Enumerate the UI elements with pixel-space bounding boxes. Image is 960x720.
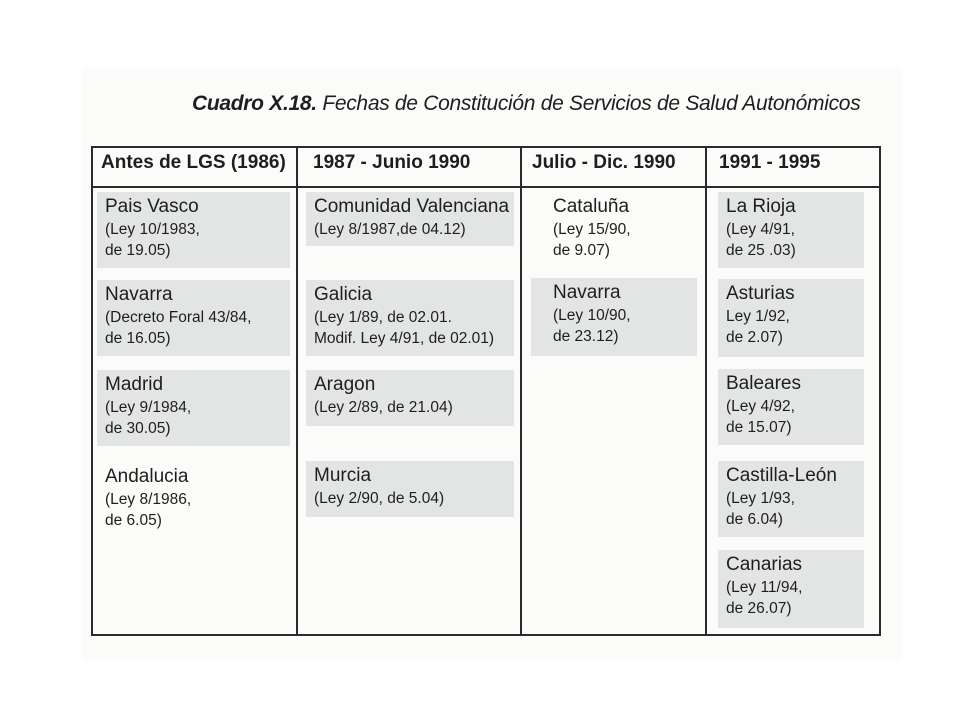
entry-law: (Ley 1/89, de 02.01.: [314, 309, 452, 326]
entry-date: de 26.07): [726, 600, 792, 617]
column-divider-3: [705, 146, 707, 636]
entry-date: de 9.07): [553, 242, 610, 259]
entry-name: Andalucia: [105, 466, 189, 487]
entry-law: (Ley 4/92,: [726, 398, 795, 415]
entry-law: (Ley 1/93,: [726, 490, 795, 507]
entry-castilla-leon: [718, 461, 864, 537]
entry-name: Galicia: [314, 284, 373, 305]
entry-law: (Decreto Foral 43/84,: [105, 309, 252, 326]
entry-name: Comunidad Valenciana: [314, 196, 510, 217]
caption-text: Fechas de Constitución de Servicios de Salud Autonómicos: [322, 92, 861, 115]
entry-law: (Ley 15/90,: [553, 221, 631, 238]
entry-name: Madrid: [105, 374, 164, 395]
entry-andalucia: [97, 462, 290, 538]
entry-law: (Ley 2/89, de 21.04): [314, 399, 453, 416]
entry-modification: Modif. Ley 4/91, de 02.01): [314, 330, 495, 347]
entry-name: Castilla-León: [726, 465, 837, 486]
column-divider-1: [296, 146, 298, 636]
entry-navarra-1990: [531, 278, 697, 356]
entry-law: (Ley 11/94,: [726, 579, 803, 596]
entry-name: Murcia: [314, 465, 372, 486]
entry-date: de 16.05): [105, 330, 171, 347]
column-header-2: 1987 - Junio 1990: [313, 152, 471, 173]
entry-asturias: [718, 279, 864, 357]
entry-pais-vasco: [97, 192, 290, 268]
entry-aragon: [306, 370, 514, 426]
entry-name: Canarias: [726, 554, 803, 575]
entry-law: (Ley 4/91,: [726, 221, 795, 238]
entry-law: (Ley 10/1983,: [105, 221, 200, 238]
entry-name: Pais Vasco: [105, 196, 199, 217]
entry-date: de 6.05): [105, 512, 162, 529]
entry-name: Aragon: [314, 374, 376, 395]
entry-la-rioja: [718, 192, 864, 268]
entry-date: de 30.05): [105, 420, 171, 437]
entry-comunidad-valenciana: [306, 192, 514, 246]
entry-date: de 6.04): [726, 511, 783, 528]
column-divider-2: [520, 146, 522, 636]
header-divider: [91, 186, 881, 188]
entry-name: La Rioja: [726, 196, 796, 217]
entry-date: de 23.12): [553, 328, 619, 345]
entry-madrid: [97, 370, 290, 446]
entry-name: Cataluña: [553, 196, 630, 217]
entry-navarra: [97, 280, 290, 356]
table-caption: [192, 92, 860, 116]
entry-cataluna: [545, 192, 695, 268]
entry-galicia: [306, 280, 514, 356]
entry-law: (Ley 8/1987,de 04.12): [314, 221, 466, 238]
entry-name: Navarra: [105, 284, 173, 305]
column-header-4: 1991 - 1995: [719, 152, 821, 173]
entry-law: (Ley 2/90, de 5.04): [314, 490, 445, 507]
entry-name: Baleares: [726, 373, 801, 394]
entry-name: Navarra: [553, 282, 621, 303]
entry-law: (Ley 10/90,: [553, 307, 631, 324]
column-header-1: Antes de LGS (1986): [101, 152, 286, 173]
entry-baleares: [718, 369, 864, 445]
caption-label: Cuadro X.18.: [192, 92, 317, 115]
entry-law: Ley 1/92,: [726, 308, 790, 325]
entry-canarias: [718, 550, 864, 628]
entry-date: de 25 .03): [726, 242, 796, 259]
entry-name: Asturias: [726, 283, 795, 304]
entry-date: de 19.05): [105, 242, 171, 259]
entry-law: (Ley 9/1984,: [105, 399, 192, 416]
entry-murcia: [306, 461, 514, 517]
entry-date: de 2.07): [726, 329, 783, 346]
column-header-3: Julio - Dic. 1990: [532, 152, 676, 173]
entry-date: de 15.07): [726, 419, 792, 436]
entry-law: (Ley 8/1986,: [105, 491, 192, 508]
